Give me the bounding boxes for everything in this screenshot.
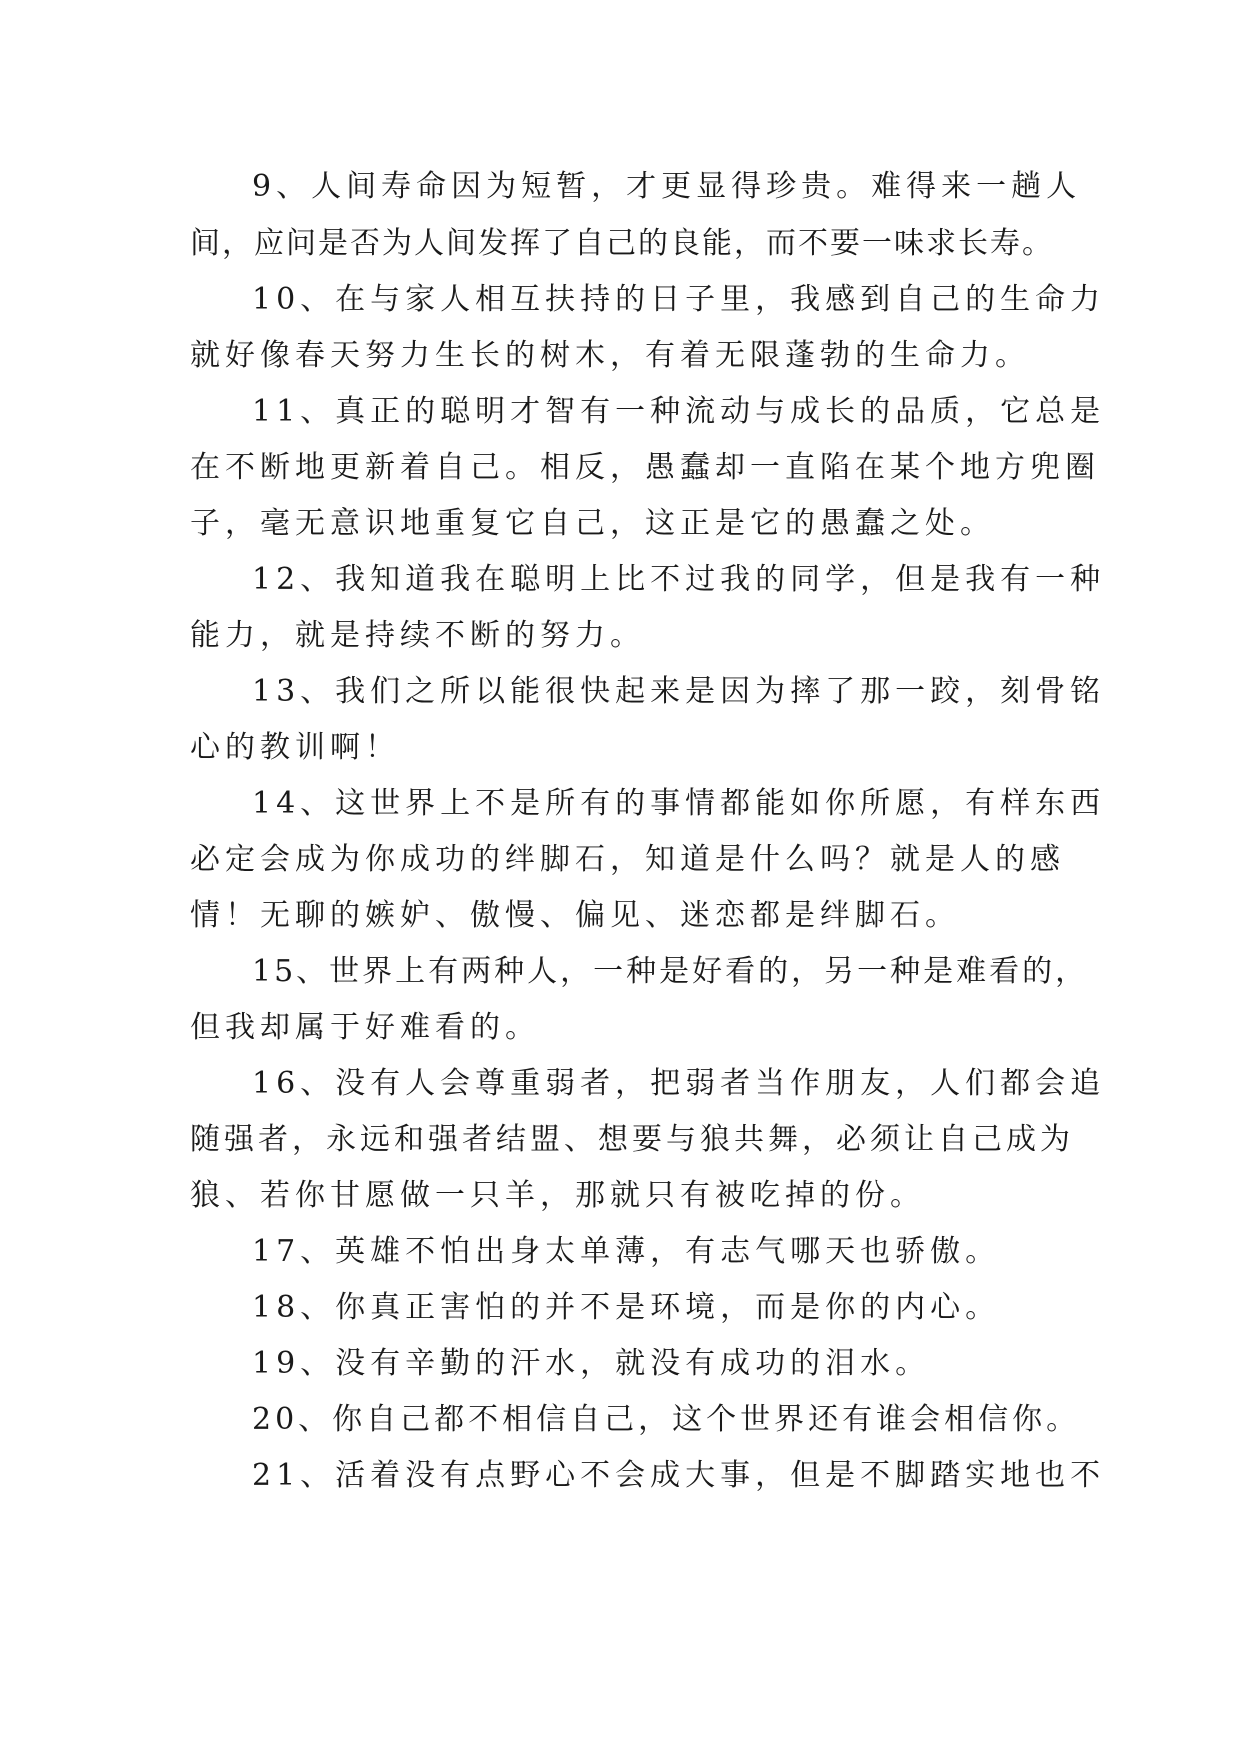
paragraph-20-line-1: 20、你自己都不相信自己，这个世界还有谁会相信你。 xyxy=(252,1402,1081,1437)
paragraph-10-line-1: 10、在与家人相互扶持的日子里，我感到自己的生命力 xyxy=(252,282,1106,317)
paragraph-16-line-2: 随强者，永远和强者结盟、想要与狼共舞，必须让自己成为 xyxy=(190,1122,1074,1157)
paragraph-16-line-1: 16、没有人会尊重弱者，把弱者当作朋友，人们都会追 xyxy=(252,1066,1106,1101)
paragraph-11-line-1: 11、真正的聪明才智有一种流动与成长的品质，它总是 xyxy=(252,394,1106,429)
paragraph-17-line-1: 17、英雄不怕出身太单薄，有志气哪天也骄傲。 xyxy=(252,1234,1001,1269)
paragraph-13-line-1: 13、我们之所以能很快起来是因为摔了那一跤，刻骨铭 xyxy=(252,674,1106,709)
paragraph-21-line-1: 21、活着没有点野心不会成大事，但是不脚踏实地也不 xyxy=(252,1458,1106,1493)
paragraph-18-line-1: 18、你真正害怕的并不是环境，而是你的内心。 xyxy=(252,1290,1001,1325)
paragraph-14-line-1: 14、这世界上不是所有的事情都能如你所愿，有样东西 xyxy=(252,786,1106,821)
paragraph-15-line-1: 15、世界上有两种人，一种是好看的，另一种是难看的， xyxy=(252,954,1089,989)
paragraph-19-line-1: 19、没有辛勤的汗水，就没有成功的泪水。 xyxy=(252,1346,931,1381)
paragraph-11-line-3: 子，毫无意识地重复它自己，这正是它的愚蠢之处。 xyxy=(190,506,995,541)
paragraph-11-line-2: 在不断地更新着自己。相反，愚蠢却一直陷在某个地方兜圈 xyxy=(190,450,1100,485)
paragraph-13-line-2: 心的教训啊！ xyxy=(190,730,400,765)
paragraph-14-line-3: 情！无聊的嫉妒、傲慢、偏见、迷恋都是绊脚石。 xyxy=(190,898,960,933)
paragraph-9-line-2: 间，应问是否为人间发挥了自己的良能，而不要一味求长寿。 xyxy=(190,226,1054,261)
paragraph-12-line-1: 12、我知道我在聪明上比不过我的同学，但是我有一种 xyxy=(252,562,1106,597)
paragraph-9-line-1: 9、人间寿命因为短暂，才更显得珍贵。难得来一趟人 xyxy=(252,169,1082,204)
paragraph-10-line-2: 就好像春天努力生长的树木，有着无限蓬勃的生命力。 xyxy=(190,338,1030,373)
paragraph-15-line-2: 但我却属于好难看的。 xyxy=(190,1010,540,1045)
paragraph-16-line-3: 狼、若你甘愿做一只羊，那就只有被吃掉的份。 xyxy=(190,1178,925,1213)
paragraph-14-line-2: 必定会成为你成功的绊脚石，知道是什么吗？就是人的感 xyxy=(190,842,1065,877)
paragraph-12-line-2: 能力，就是持续不断的努力。 xyxy=(190,618,645,653)
